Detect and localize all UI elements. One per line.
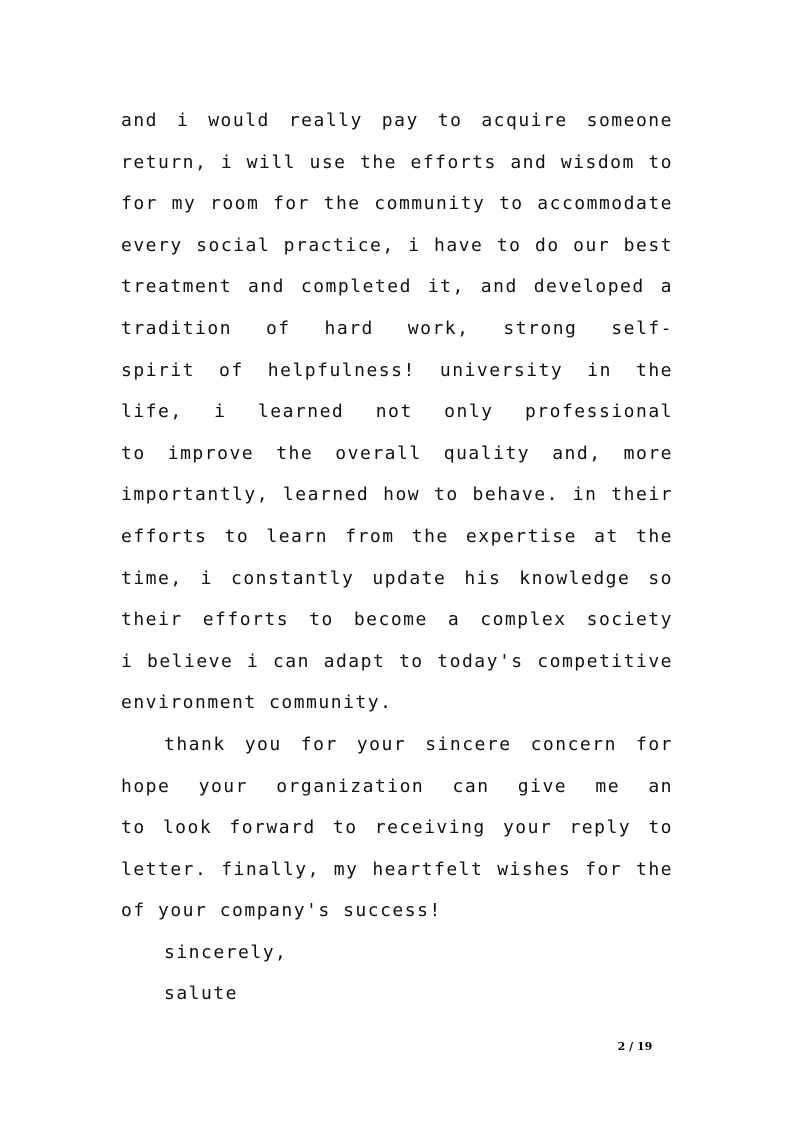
- text-line: spirit of helpfulness! university in the: [121, 359, 673, 381]
- text-line: to improve the overall quality and, more: [121, 442, 673, 464]
- closing-line: sincerely,: [164, 941, 288, 963]
- text-line: importantly, learned how to behave. in their: [121, 484, 673, 506]
- text-line: life, i learned not only professional: [121, 401, 673, 423]
- text-line: for my room for the community to accommodate: [121, 193, 673, 215]
- text-line: time, i constantly update his knowledge so: [121, 567, 673, 589]
- text-line: thank you for your sincere concern for: [164, 733, 673, 755]
- text-line: hope your organization can give me an: [121, 775, 673, 797]
- text-line: letter. finally, my heartfelt wishes for the: [121, 858, 673, 880]
- closing-line: salute: [164, 983, 239, 1005]
- text-line: of your company's success!: [121, 900, 442, 922]
- text-line: i believe i can adapt to today's competitive: [121, 650, 673, 672]
- text-line: tradition of hard work, strong self-: [121, 317, 673, 339]
- text-line: treatment and completed it, and developed a: [121, 276, 673, 298]
- text-line: and i would really pay to acquire someone: [121, 110, 673, 131]
- text-line: efforts to learn from the expertise at the: [121, 525, 673, 547]
- text-line: return, i will use the efforts and wisdom to: [121, 151, 673, 173]
- text-line: their efforts to become a complex society: [121, 609, 673, 631]
- page-number: 2 / 19: [617, 1040, 653, 1053]
- text-line: every social practice, i have to do our best: [121, 234, 673, 256]
- text-line: to look forward to receiving your reply to: [121, 817, 673, 839]
- letter-body: [121, 100, 673, 1015]
- text-line: environment community.: [121, 692, 393, 714]
